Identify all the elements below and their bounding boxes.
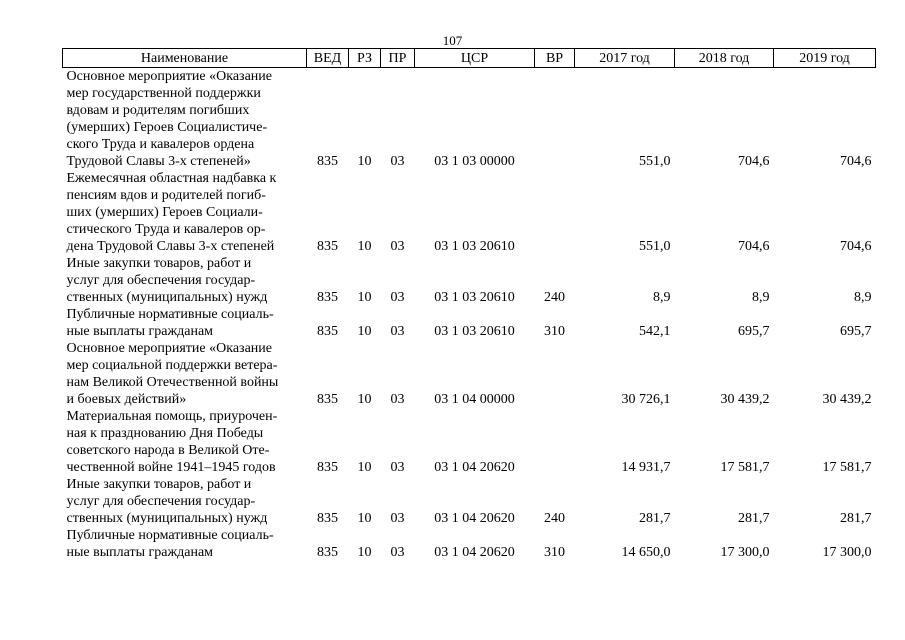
cell-vr — [535, 408, 575, 476]
cell-2017: 14 931,7 — [621, 460, 671, 475]
name-line: Ежемесячная областная надбавка к — [66, 171, 277, 186]
cell-name — [63, 340, 307, 408]
cell-vr — [535, 170, 575, 255]
cell-ved: 835 — [317, 324, 338, 339]
cell-vr: 310 — [544, 545, 565, 560]
header-row — [63, 49, 876, 68]
cell-rz: 10 — [357, 290, 372, 305]
cell-2019: 17 300,0 — [822, 545, 872, 560]
cell-name — [63, 306, 307, 340]
name-line: Основное мероприятие «Оказание — [66, 69, 272, 84]
cell-ved: 835 — [317, 290, 338, 305]
name-line: ших (умерших) Героев Социали- — [66, 205, 263, 220]
table-row — [63, 476, 876, 527]
header-2017: 2017 год — [575, 49, 675, 68]
cell-pr: 03 — [390, 154, 405, 169]
name-line: стического Труда и кавалеров ор- — [66, 222, 266, 237]
cell-rz: 10 — [357, 545, 372, 560]
name-line: пенсиям вдов и родителей погиб- — [66, 188, 266, 203]
name-line: ственных (муниципальных) нужд — [66, 511, 268, 526]
cell-rz: 10 — [357, 239, 372, 254]
cell-ved: 835 — [317, 154, 338, 169]
header-pr: ПР — [381, 49, 415, 68]
cell-csr: 03 1 04 20620 — [434, 460, 515, 475]
cell-pr: 03 — [390, 324, 405, 339]
name-line: ственных (муниципальных) нужд — [66, 290, 268, 305]
cell-2018: 704,6 — [738, 154, 770, 169]
cell-2017: 14 650,0 — [621, 545, 671, 560]
header-2018: 2018 год — [675, 49, 774, 68]
name-line: Материальная помощь, приурочен- — [66, 409, 278, 424]
name-line: Трудовой Славы 3-х степеней» — [66, 154, 251, 169]
name-line: и боевых действий» — [66, 392, 187, 407]
cell-2017: 281,7 — [639, 511, 671, 526]
name-line: Иные закупки товаров, работ и — [66, 477, 252, 492]
header-2019: 2019 год — [774, 49, 876, 68]
table-row — [63, 306, 876, 340]
name-line: чественной войне 1941–1945 годов — [66, 460, 276, 475]
page-number: 107 — [442, 33, 463, 48]
cell-name — [63, 527, 307, 561]
header-ved: ВЕД — [307, 49, 349, 68]
cell-vr — [535, 68, 575, 171]
header-name: Наименование — [63, 49, 307, 68]
table-row — [63, 255, 876, 306]
name-line: Иные закупки товаров, работ и — [66, 256, 252, 271]
cell-pr: 03 — [390, 392, 405, 407]
cell-ved: 835 — [317, 392, 338, 407]
cell-2018: 704,6 — [738, 239, 770, 254]
header-rz: РЗ — [349, 49, 381, 68]
name-line: Публичные нормативные социаль- — [66, 528, 274, 543]
cell-pr: 03 — [390, 460, 405, 475]
cell-2018: 30 439,2 — [720, 392, 770, 407]
name-line: услуг для обеспечения государ- — [66, 494, 256, 509]
cell-2019: 30 439,2 — [822, 392, 872, 407]
cell-2019: 695,7 — [840, 324, 872, 339]
cell-vr: 240 — [544, 511, 565, 526]
cell-ved: 835 — [317, 239, 338, 254]
cell-2017: 551,0 — [639, 154, 671, 169]
table-row — [63, 408, 876, 476]
cell-2018: 17 581,7 — [720, 460, 770, 475]
cell-csr: 03 1 03 00000 — [434, 154, 515, 169]
cell-2018: 695,7 — [738, 324, 770, 339]
cell-rz: 10 — [357, 511, 372, 526]
cell-rz: 10 — [357, 460, 372, 475]
name-line: мер социальной поддержки ветера- — [66, 358, 278, 373]
cell-csr: 03 1 04 20620 — [434, 511, 515, 526]
name-line: ные выплаты гражданам — [66, 545, 214, 560]
cell-2019: 17 581,7 — [822, 460, 872, 475]
cell-2017: 542,1 — [639, 324, 671, 339]
cell-2019: 8,9 — [854, 290, 872, 305]
name-line: ные выплаты гражданам — [66, 324, 214, 339]
name-line: услуг для обеспечения государ- — [66, 273, 256, 288]
cell-csr: 03 1 03 20610 — [434, 290, 515, 305]
cell-2017: 551,0 — [639, 239, 671, 254]
cell-2018: 281,7 — [738, 511, 770, 526]
cell-csr: 03 1 03 20610 — [434, 239, 515, 254]
cell-ved: 835 — [317, 511, 338, 526]
name-line: ная к празднованию Дня Победы — [66, 426, 264, 441]
cell-name — [63, 476, 307, 527]
cell-vr: 240 — [544, 290, 565, 305]
cell-name — [63, 408, 307, 476]
table-row — [63, 527, 876, 561]
cell-csr: 03 1 03 20610 — [434, 324, 515, 339]
name-line: (умерших) Героев Социалистиче- — [66, 120, 268, 135]
cell-ved: 835 — [317, 545, 338, 560]
cell-2018: 17 300,0 — [720, 545, 770, 560]
cell-pr: 03 — [390, 545, 405, 560]
cell-pr: 03 — [390, 290, 405, 305]
name-line: ского Труда и кавалеров ордена — [66, 137, 255, 152]
cell-name — [63, 170, 307, 255]
table-row — [63, 68, 876, 171]
header-csr: ЦСР — [415, 49, 535, 68]
table-row — [63, 340, 876, 408]
name-line: Основное мероприятие «Оказание — [66, 341, 272, 356]
name-line: советского народа в Великой Оте- — [66, 443, 270, 458]
cell-ved: 835 — [317, 460, 338, 475]
cell-2019: 704,6 — [840, 154, 872, 169]
cell-csr: 03 1 04 20620 — [434, 545, 515, 560]
cell-2019: 281,7 — [840, 511, 872, 526]
cell-2019: 704,6 — [840, 239, 872, 254]
cell-pr: 03 — [390, 511, 405, 526]
cell-vr: 310 — [544, 324, 565, 339]
budget-table — [62, 48, 876, 561]
cell-2017: 8,9 — [653, 290, 671, 305]
cell-name — [63, 255, 307, 306]
table-row — [63, 170, 876, 255]
cell-rz: 10 — [357, 392, 372, 407]
cell-csr: 03 1 04 00000 — [434, 392, 515, 407]
cell-2018: 8,9 — [752, 290, 770, 305]
name-line: вдовам и родителям погибших — [66, 103, 250, 118]
name-line: дена Трудовой Славы 3-х степеней — [66, 239, 275, 254]
header-vr: ВР — [535, 49, 575, 68]
cell-rz: 10 — [357, 154, 372, 169]
name-line: нам Великой Отечественной войны — [66, 375, 279, 390]
cell-pr: 03 — [390, 239, 405, 254]
cell-2017: 30 726,1 — [621, 392, 671, 407]
cell-name — [63, 68, 307, 171]
cell-rz: 10 — [357, 324, 372, 339]
name-line: мер государственной поддержки — [66, 86, 261, 101]
cell-vr — [535, 340, 575, 408]
name-line: Публичные нормативные социаль- — [66, 307, 274, 322]
